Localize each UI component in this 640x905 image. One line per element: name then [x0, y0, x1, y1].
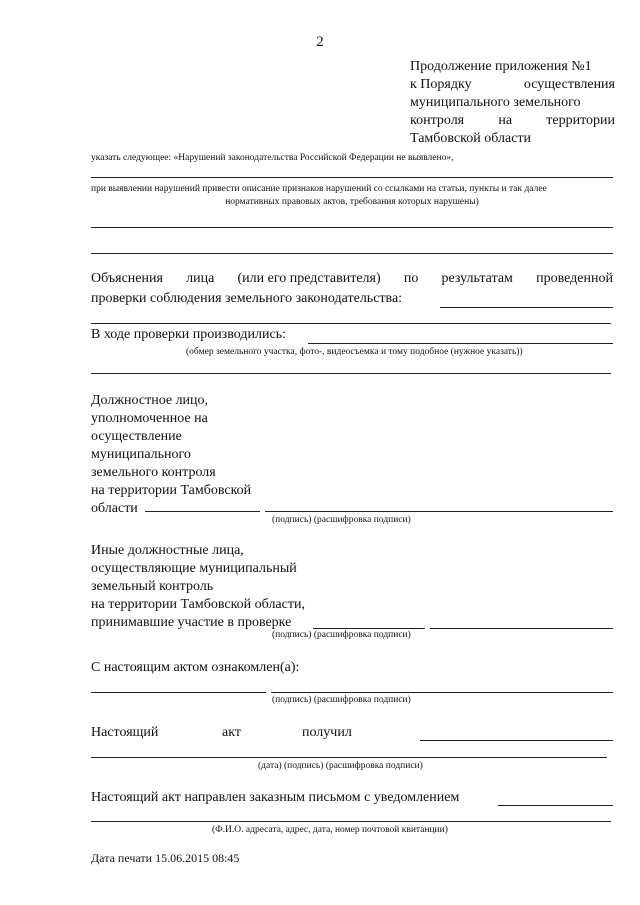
- violations-instruction: указать следующее: «Нарушений законодательства Российской Федерации не выявлено»,: [91, 153, 454, 163]
- signature-line[interactable]: [145, 511, 260, 512]
- others-line: на территории Тамбовской области,: [91, 597, 305, 612]
- received-word-1: Настоящий: [91, 725, 159, 740]
- header-line-4-b: на: [498, 113, 513, 128]
- signature-line[interactable]: [91, 692, 266, 693]
- fill-line[interactable]: [498, 805, 613, 806]
- word: по: [403, 271, 419, 286]
- word: (или его представителя): [237, 271, 381, 286]
- sent-label: Настоящий акт направлен заказным письмом с уведомлением: [91, 790, 460, 805]
- inspection-label: В ходе проверки производились:: [91, 327, 286, 342]
- fill-line[interactable]: [91, 323, 611, 324]
- official-line: на территории Тамбовской: [91, 483, 252, 498]
- header-line-3: муниципального земельного: [410, 95, 581, 110]
- word: Объяснения: [91, 271, 163, 286]
- fill-line[interactable]: [91, 227, 613, 228]
- fill-line[interactable]: [91, 253, 613, 254]
- word: результатам: [441, 271, 513, 286]
- others-line: принимавшие участие в проверке: [91, 615, 292, 630]
- violations-hint-2: нормативных правовых актов, требования которых нарушены): [225, 197, 479, 207]
- acquainted-label: С настоящим актом ознакомлен(а):: [91, 660, 300, 675]
- fill-line[interactable]: [420, 740, 613, 741]
- signature-decode-line[interactable]: [271, 692, 613, 693]
- header-line-4-a: контроля: [410, 113, 465, 128]
- header-line-4-c: территории: [546, 113, 615, 128]
- signature-decode-line[interactable]: [265, 511, 613, 512]
- header-line-5: Тамбовской области: [410, 131, 532, 146]
- signature-decode-line[interactable]: [430, 628, 613, 629]
- inspection-hint: (обмер земельного участка, фото-, видеосъемка и тому подобное (нужное указать)): [186, 347, 523, 357]
- official-line: земельного контроля: [91, 465, 216, 480]
- others-line: осуществляющие муниципальный: [91, 561, 297, 576]
- acquainted-hint: (подпись) (расшифровка подписи): [272, 695, 411, 705]
- signature-line[interactable]: [313, 628, 425, 629]
- print-date: Дата печати 15.06.2015 08:45: [91, 851, 240, 865]
- others-line: земельный контроль: [91, 579, 214, 594]
- others-block: [91, 542, 305, 632]
- received-word-3: получил: [302, 725, 352, 740]
- word: проведенной: [536, 271, 613, 286]
- official-line: Должностное лицо,: [91, 393, 209, 408]
- fill-line[interactable]: [308, 343, 613, 344]
- fill-line[interactable]: [91, 177, 613, 178]
- page-number: 2: [316, 34, 324, 50]
- violations-hint-1: при выявлении нарушений привести описание признаков нарушений со ссылками на статьи, пункты и так далее: [91, 184, 547, 194]
- header-line-2-a: к Порядку: [410, 77, 472, 92]
- word: лица: [186, 271, 215, 286]
- official-hint: (подпись) (расшифровка подписи): [272, 515, 411, 525]
- received-hint: (дата) (подпись) (расшифровка подписи): [258, 761, 423, 771]
- official-line: осуществление: [91, 429, 182, 444]
- explanations-line-1: [91, 271, 613, 287]
- official-line: уполномоченное на: [91, 411, 208, 426]
- header-line-2: [410, 76, 615, 94]
- header-line-1: Продолжение приложения №1: [410, 59, 592, 74]
- header-line-2-b: осуществления: [523, 77, 615, 92]
- explanations-line-2: проверки соблюдения земельного законодательства:: [91, 291, 403, 306]
- received-word-2: акт: [222, 725, 241, 740]
- sent-hint: (Ф.И.О. адресата, адрес, дата, номер почтовой квитанции): [212, 825, 448, 835]
- appendix-header: [410, 58, 615, 148]
- others-hint: (подпись) (расшифровка подписи): [272, 630, 411, 640]
- official-line: муниципального: [91, 447, 191, 462]
- fill-line[interactable]: [91, 821, 611, 822]
- official-block: [91, 392, 251, 518]
- others-line: Иные должностные лица,: [91, 543, 244, 558]
- header-line-4: [410, 112, 615, 130]
- official-line: области: [91, 501, 138, 516]
- fill-line[interactable]: [91, 373, 611, 374]
- fill-line[interactable]: [91, 757, 607, 758]
- fill-line[interactable]: [440, 307, 613, 308]
